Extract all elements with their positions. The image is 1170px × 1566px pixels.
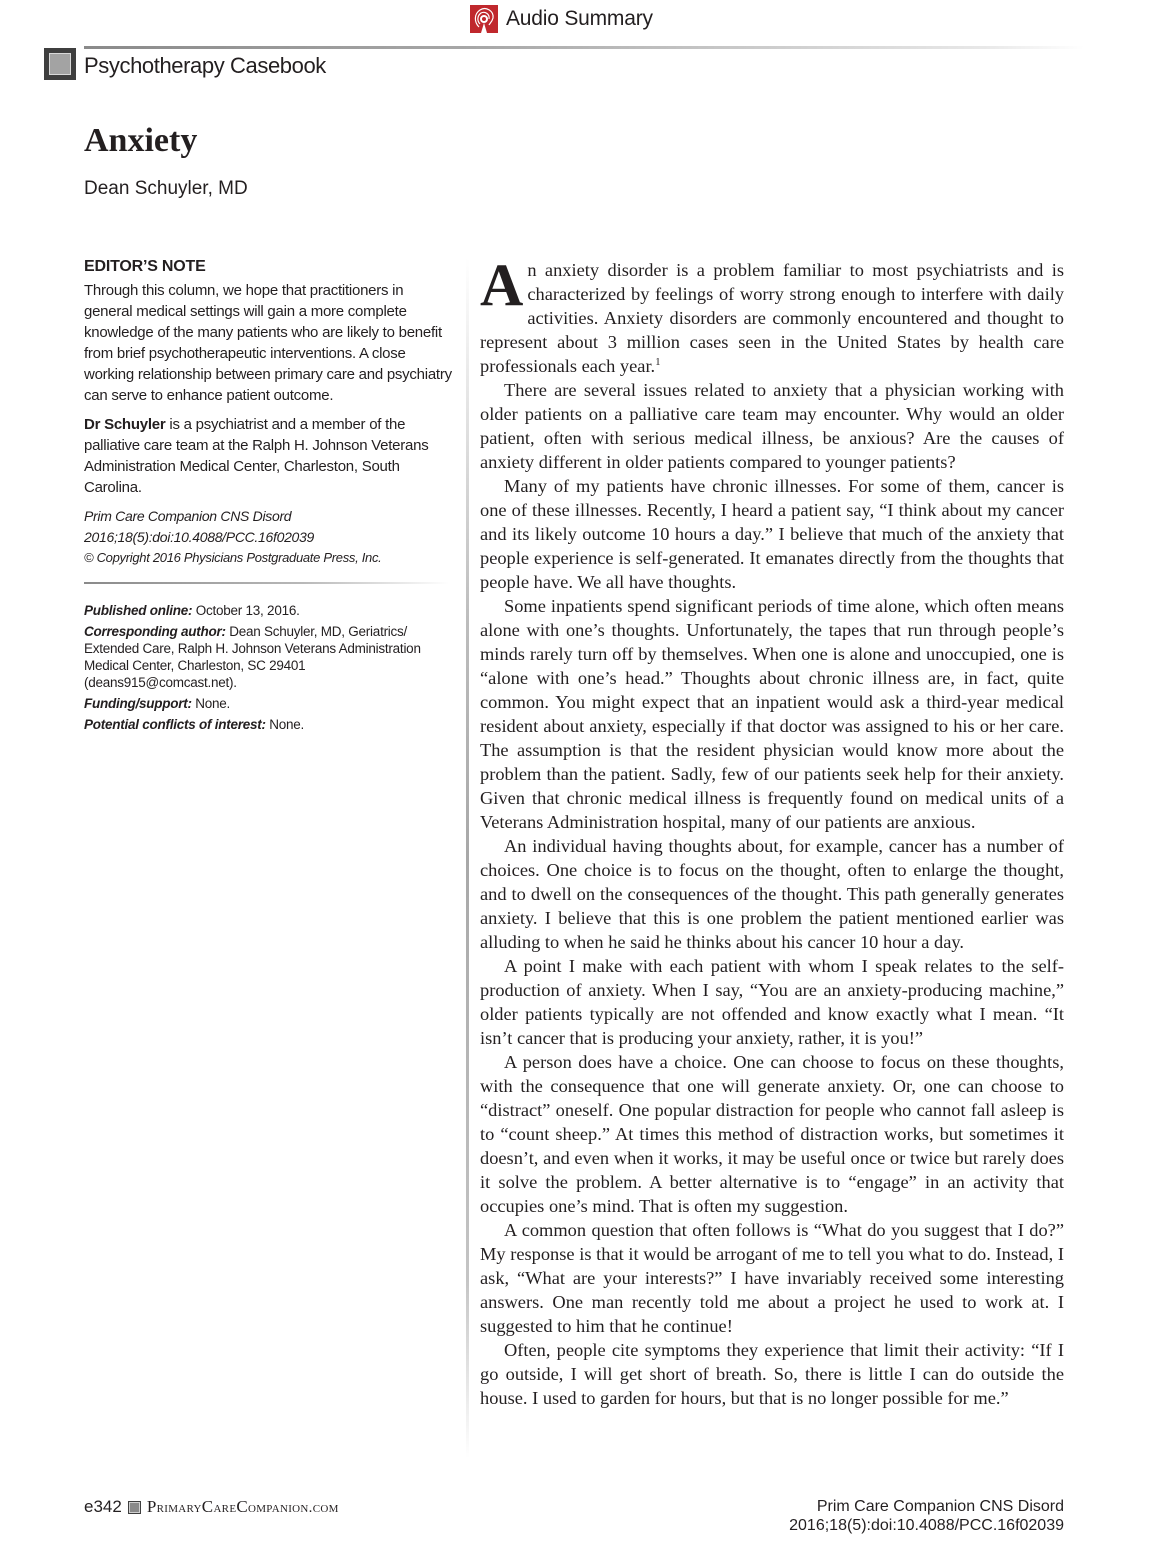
- paragraph-3: Many of my patients have chronic illnesses. For some of them, cancer is one of these illnesses. Recently, I heard a patient say, “I think about my cancer and its likely outcome 10 hours a day.” I believe that much of the anxiety that people experience is self-generated. It emanates directly from the thoughts that people have. We all have thoughts.: [480, 476, 1064, 592]
- paragraph-2: There are several issues related to anxiety that a physician working with older patients on a palliative care team may encounter. Why would an older patient, often with serious medical illness, be anxious? Are the causes of anxiety different in older patients compared to younger patients?: [480, 380, 1064, 472]
- corresponding-author: [84, 623, 454, 691]
- funding-support: [84, 695, 454, 712]
- paragraph-7: A person does have a choice. One can choose to focus on these thoughts, with the consequence that one will generate anxiety. Or, one can choose to “distract” oneself. One popular distraction for people who cannot fall asleep is to “count sheep.” At times this method of distraction works, but sometimes it doesn’t, and even when it works, it may be useful once or twice but rarely does it solve the problem. A better alternative is to “engage” in an activity that occupies one’s mind. That is often my suggestion.: [480, 1052, 1064, 1216]
- paragraph-1: [480, 252, 1064, 378]
- published-value: October 13, 2016.: [192, 603, 300, 618]
- editors-note-heading: EDITOR’S NOTE: [84, 258, 206, 275]
- corresponding-label: Corresponding author:: [84, 624, 226, 639]
- published-label: Published online:: [84, 603, 193, 618]
- footer-right: [789, 1497, 1064, 1535]
- page-number: e342: [84, 1497, 122, 1516]
- paragraph-5: An individual having thoughts about, for example, cancer has a number of choices. One choice is to focus on the thought, often to enlarge the thought, and to dwell on the consequences of the thought. This path generally generates anxiety. I believe that this is one problem the patient mentioned earlier was alluding to when he said he thinks about his cancer 10 hour a day.: [480, 836, 1064, 952]
- copyright: © Copyright 2016 Physicians Postgraduate Press, Inc.: [84, 550, 382, 565]
- header-rule: [84, 46, 1084, 49]
- sidebar-rule: [84, 582, 449, 584]
- paragraph-4: Some inpatients spend significant periods of time alone, which often means alone with one’s thoughts. Unfortunately, the tapes that run through people’s minds rarely turn off by themselves. When one is alone and unoccupied, one is “alone with one’s head.” Thoughts about chronic illness are, in fact, quite common. You might expect that an inpatient would ask a third-year medical resident about anxiety, especially if that doctor was assigned to his or her care. The assumption is that the resident physician would know more about the problem than the patient. Sadly, few of our patients seek help for their anxiety. Given that chronic medical illness is frequently found on medical units of a Veterans Administration hospital, many of our patients are anxious.: [480, 596, 1064, 832]
- author-bio: [84, 414, 454, 498]
- column-divider: [466, 258, 469, 1458]
- conflicts-value: None.: [265, 717, 305, 732]
- site-link[interactable]: PrimaryCareCompanion.com: [146, 1497, 339, 1516]
- published-online: [84, 602, 454, 619]
- footer-journal: Prim Care Companion CNS Disord: [816, 1498, 1064, 1515]
- paragraph-6: A point I make with each patient with whom I speak relates to the self-production of anxiety. When I say, “You are an anxiety-producing machine,” older patients typically are not offended and know exactly what I mean. “It isn’t cancer that is producing your anxiety, rather, it is you!”: [480, 956, 1064, 1048]
- article-body: [480, 252, 1064, 1410]
- footer-square-icon: [128, 1501, 141, 1514]
- section-title: Psychotherapy Casebook: [84, 53, 326, 78]
- funding-label: Funding/support:: [84, 696, 192, 711]
- bio-text: is a psychiatrist and a member of the palliative care team at the Ralph H. Johnson Veterans Administration Medical Center, Charleston, South Carolina.: [84, 416, 429, 496]
- drop-cap: A: [480, 252, 524, 318]
- footer-doi: 2016;18(5):doi:10.4088/PCC.16f02039: [789, 1517, 1064, 1534]
- audio-summary-icon: [470, 5, 498, 33]
- audio-summary-link[interactable]: [470, 4, 653, 34]
- article-author: Dean Schuyler, MD: [84, 178, 248, 199]
- sidebar: [84, 258, 454, 737]
- article-title: Anxiety: [84, 122, 198, 159]
- corresponding-value: Dean Schuyler, MD, Geriatrics/ Extended Care, Ralph H. Johnson Veterans Administration Medical Center, Charleston, SC 29401 (deans915@comcast.net).: [84, 624, 421, 690]
- audio-summary-label: Audio Summary: [506, 7, 653, 30]
- funding-value: None.: [191, 696, 230, 711]
- bio-name: Dr Schuyler: [84, 416, 166, 433]
- conflicts-of-interest: [84, 716, 454, 733]
- editors-note-body: Through this column, we hope that practitioners in general medical settings will gain a more complete knowledge of the many patients who are likely to benefit from brief psychotherapeutic interventions. A close working relationship between primary care and psychiatry can serve to enhance patient outcome.: [84, 282, 452, 404]
- paragraph-8: A common question that often follows is “What do you suggest that I do?” My response is that it would be arrogant of me to tell you what to do. Instead, I ask, “What are your interests?” I have invariably received some interesting answers. One man recently told me about a project he used to work at. I suggested to him that he continue!: [480, 1220, 1064, 1336]
- reference-1-link[interactable]: 1: [655, 355, 661, 368]
- section-square-icon: [44, 48, 76, 80]
- citation-journal: Prim Care Companion CNS Disord: [84, 508, 292, 524]
- conflicts-label: Potential conflicts of interest:: [84, 717, 266, 732]
- paragraph-9: Often, people cite symptoms they experience that limit their activity: “If I go outside, I will get short of breath. So, there is little I can do outside the house. I used to garden for hours, but that is no longer possible for me.”: [480, 1340, 1064, 1408]
- footer-left: [84, 1497, 339, 1517]
- paragraph-1-text: n anxiety disorder is a problem familiar to most psychiatrists and is characterized by feelings of worry strong enough to interfere with daily activities. Anxiety disorders are commonly encountered and thought to represent about 3 million cases seen in the United States by health care professionals each year.: [480, 260, 1064, 376]
- citation-ref: 2016;18(5):doi:10.4088/PCC.16f02039: [84, 529, 315, 545]
